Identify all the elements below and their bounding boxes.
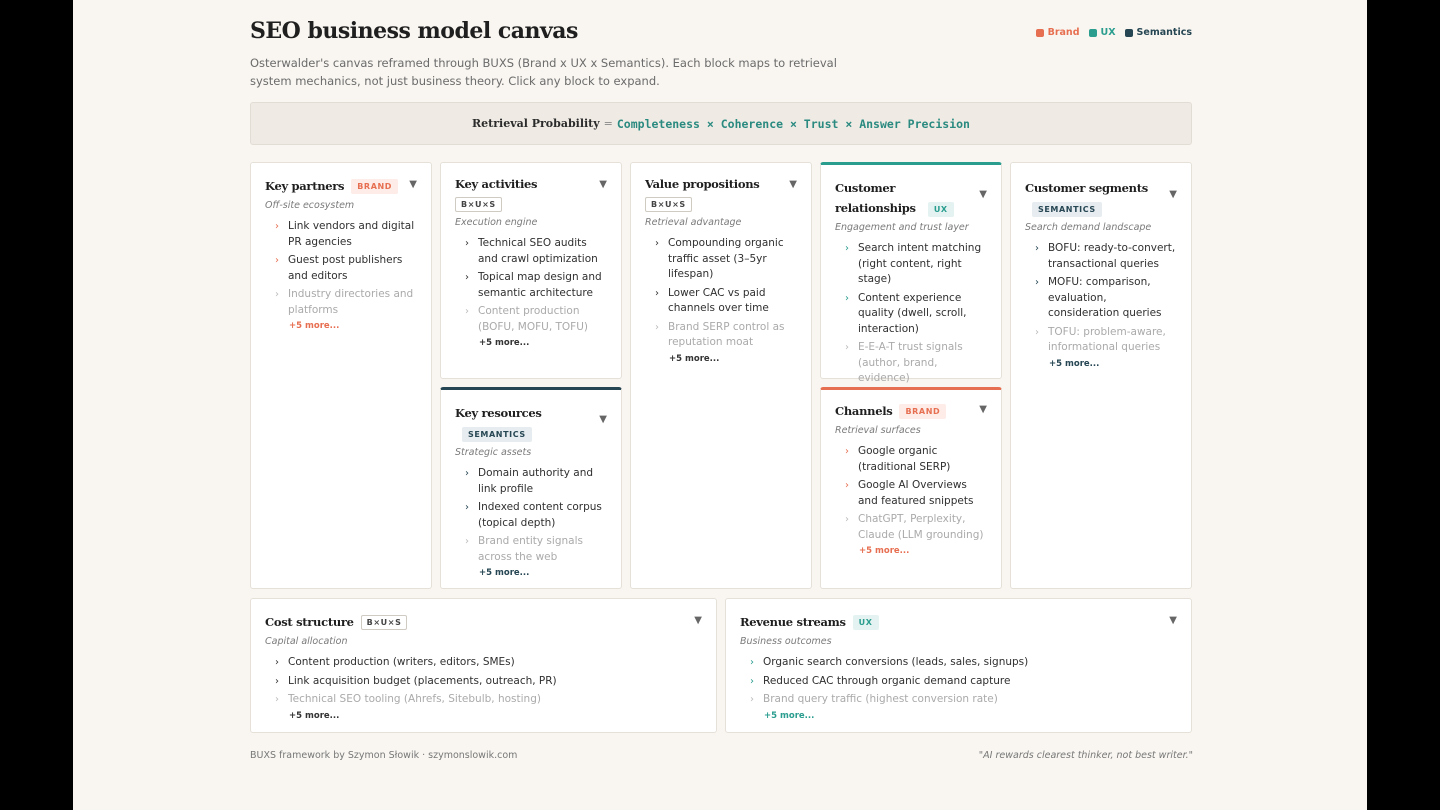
- list-item: › Google organic (traditional SERP): [845, 444, 987, 475]
- block-key-resources[interactable]: [440, 387, 622, 589]
- list-item: › Content production (BOFU, MOFU, TOFU): [465, 304, 607, 335]
- page-title: SEO business model canvas: [250, 18, 578, 44]
- list-item: › Domain authority and link profile: [465, 466, 607, 497]
- block-tag: B×U×S: [645, 197, 692, 212]
- chevron-down-icon[interactable]: ▼: [979, 404, 987, 415]
- block-subtitle: Execution engine: [455, 217, 538, 228]
- legend-label: Semantics: [1136, 27, 1192, 38]
- more-link[interactable]: +5 more...: [764, 710, 815, 721]
- block-subtitle: Retrieval advantage: [645, 217, 742, 228]
- chevron-right-icon: ›: [845, 514, 849, 525]
- block-tag: BRAND: [899, 404, 946, 419]
- block-subtitle: Off-site ecosystem: [265, 200, 355, 211]
- legend-item-ux: [1089, 27, 1116, 38]
- list-item: › Brand entity signals across the web: [465, 534, 607, 565]
- chevron-right-icon: ›: [655, 238, 659, 249]
- chevron-right-icon: ›: [465, 238, 469, 249]
- chevron-right-icon: ›: [275, 289, 279, 300]
- list-item: › Brand query traffic (highest conversion rate): [750, 692, 1177, 708]
- list-item: › Content experience quality (dwell, scroll, interaction): [845, 291, 987, 338]
- chevron-right-icon: ›: [845, 243, 849, 254]
- chevron-right-icon: ›: [1035, 277, 1039, 288]
- list-item: › Technical SEO tooling (Ahrefs, Sitebulb, hosting): [275, 692, 702, 708]
- chevron-down-icon[interactable]: ▼: [789, 179, 797, 190]
- chevron-right-icon: ›: [845, 446, 849, 457]
- chevron-right-icon: ›: [750, 657, 754, 668]
- list-item: › Indexed content corpus (topical depth): [465, 500, 607, 531]
- list-item: › BOFU: ready-to-convert, transactional queries: [1035, 241, 1177, 272]
- block-value-propositions[interactable]: [630, 162, 812, 589]
- chevron-down-icon[interactable]: ▼: [1169, 615, 1177, 626]
- list-item: › TOFU: problem-aware, informational queries: [1035, 325, 1177, 356]
- block-tag: BRAND: [351, 179, 398, 194]
- chevron-down-icon[interactable]: ▼: [694, 615, 702, 626]
- list-item: › Reduced CAC through organic demand capture: [750, 674, 1177, 690]
- block-title: Key partners: [265, 179, 345, 193]
- more-link[interactable]: +5 more...: [669, 353, 720, 364]
- chevron-down-icon[interactable]: ▼: [599, 179, 607, 190]
- list-item: › Google AI Overviews and featured snippets: [845, 478, 987, 509]
- formula-equals: =: [603, 117, 613, 130]
- list-item: › Topical map design and semantic architecture: [465, 270, 607, 301]
- chevron-right-icon: ›: [1035, 326, 1039, 338]
- formula-expression: Completeness × Coherence × Trust × Answer Precision: [616, 116, 970, 131]
- block-tag: SEMANTICS: [462, 427, 532, 442]
- formula-label: Retrieval Probability: [472, 117, 600, 130]
- chevron-right-icon: ›: [845, 292, 849, 304]
- chevron-right-icon: ›: [465, 468, 469, 479]
- chevron-right-icon: ›: [275, 675, 279, 687]
- block-key-activities[interactable]: [440, 162, 622, 379]
- chevron-down-icon[interactable]: ▼: [599, 414, 607, 425]
- chevron-down-icon[interactable]: ▼: [1169, 189, 1177, 200]
- footer-credit: BUXS framework by Szymon Słowik · szymonslowik.com: [250, 750, 518, 761]
- chevron-right-icon: ›: [465, 272, 469, 283]
- block-channels[interactable]: [820, 387, 1002, 589]
- block-subtitle: Search demand landscape: [1025, 222, 1152, 233]
- list-item: › Link acquisition budget (placements, outreach, PR): [275, 674, 702, 690]
- list-item: › Guest post publishers and editors: [275, 253, 417, 284]
- chevron-right-icon: ›: [275, 657, 279, 668]
- list-item: › Search intent matching (right content, right stage): [845, 241, 987, 288]
- block-title: Key resources: [455, 406, 542, 420]
- formula-banner: [250, 102, 1192, 145]
- page-subtitle: Osterwalder's canvas reframed through BUXS (Brand x UX x Semantics). Each block maps to retrieval system mechanics, not just business theory. Click any block to expand.: [250, 56, 837, 88]
- chevron-right-icon: ›: [845, 480, 849, 491]
- block-title: Revenue streams: [740, 615, 846, 629]
- list-item: › MOFU: comparison, evaluation, consideration queries: [1035, 275, 1177, 322]
- block-key-partners[interactable]: [250, 162, 432, 589]
- list-item: › Organic search conversions (leads, sales, signups): [750, 655, 1177, 671]
- legend-label: Brand: [1047, 27, 1080, 38]
- list-item: › ChatGPT, Perplexity, Claude (LLM grounding): [845, 512, 987, 543]
- block-title: Customer relationships: [835, 181, 916, 215]
- legend: [1036, 27, 1192, 38]
- chevron-down-icon[interactable]: ▼: [409, 179, 417, 190]
- ux-swatch-icon: [1089, 29, 1097, 37]
- block-title: Value propositions: [645, 177, 760, 191]
- chevron-right-icon: ›: [465, 536, 469, 547]
- block-subtitle: Business outcomes: [740, 636, 832, 647]
- page: [73, 0, 1367, 810]
- more-link[interactable]: +5 more...: [1049, 358, 1100, 369]
- list-item: › Brand SERP control as reputation moat: [655, 320, 797, 351]
- block-tag: B×U×S: [361, 615, 408, 630]
- block-cost-structure[interactable]: [250, 598, 717, 733]
- chevron-right-icon: ›: [845, 342, 849, 353]
- chevron-right-icon: ›: [275, 694, 279, 705]
- block-subtitle: Strategic assets: [455, 447, 532, 458]
- list-item: › Industry directories and platforms: [275, 287, 417, 318]
- block-tag: UX: [928, 202, 954, 217]
- block-title: Customer segments: [1025, 181, 1148, 195]
- more-link[interactable]: +5 more...: [479, 568, 530, 578]
- block-title: Channels: [835, 404, 893, 418]
- semantics-swatch-icon: [1125, 29, 1133, 37]
- block-tag: SEMANTICS: [1032, 202, 1102, 217]
- more-link[interactable]: +5 more...: [859, 546, 910, 556]
- footer-quote: "AI rewards clearest thinker, not best writer.": [978, 750, 1193, 761]
- more-link[interactable]: +5 more...: [289, 321, 340, 331]
- block-subtitle: Engagement and trust layer: [835, 222, 969, 233]
- block-title: Key activities: [455, 177, 538, 191]
- list-item: › Lower CAC vs paid channels over time: [655, 286, 797, 317]
- block-customer-segments[interactable]: [1010, 162, 1192, 589]
- chevron-right-icon: ›: [275, 221, 279, 232]
- block-subtitle: Retrieval surfaces: [835, 425, 921, 436]
- chevron-right-icon: ›: [465, 502, 469, 513]
- more-link[interactable]: +5 more...: [479, 338, 530, 348]
- list-item: › Content production (writers, editors, SMEs): [275, 655, 702, 671]
- block-revenue-streams[interactable]: [725, 598, 1192, 733]
- legend-item-brand: [1036, 27, 1080, 38]
- block-subtitle: Capital allocation: [265, 636, 348, 647]
- legend-item-semantics: [1125, 27, 1192, 38]
- block-customer-relationships[interactable]: [820, 162, 1002, 384]
- chevron-right-icon: ›: [750, 675, 754, 687]
- chevron-right-icon: ›: [1035, 243, 1039, 254]
- chevron-right-icon: ›: [275, 255, 279, 266]
- block-tag: B×U×S: [455, 197, 502, 212]
- list-item: › Link vendors and digital PR agencies: [275, 219, 417, 250]
- more-link[interactable]: +5 more...: [289, 710, 340, 721]
- block-tag: UX: [853, 615, 879, 630]
- chevron-down-icon[interactable]: ▼: [979, 189, 987, 200]
- block-title: Cost structure: [265, 615, 354, 629]
- chevron-right-icon: ›: [750, 694, 754, 705]
- chevron-right-icon: ›: [465, 306, 469, 317]
- list-item: › Compounding organic traffic asset (3–5yr lifespan): [655, 236, 797, 283]
- legend-label: UX: [1100, 27, 1116, 38]
- chevron-right-icon: ›: [655, 321, 659, 333]
- list-item: › E-E-A-T trust signals (author, brand, evidence): [845, 340, 987, 387]
- brand-swatch-icon: [1036, 29, 1044, 37]
- chevron-right-icon: ›: [655, 287, 659, 299]
- list-item: › Technical SEO audits and crawl optimization: [465, 236, 607, 267]
